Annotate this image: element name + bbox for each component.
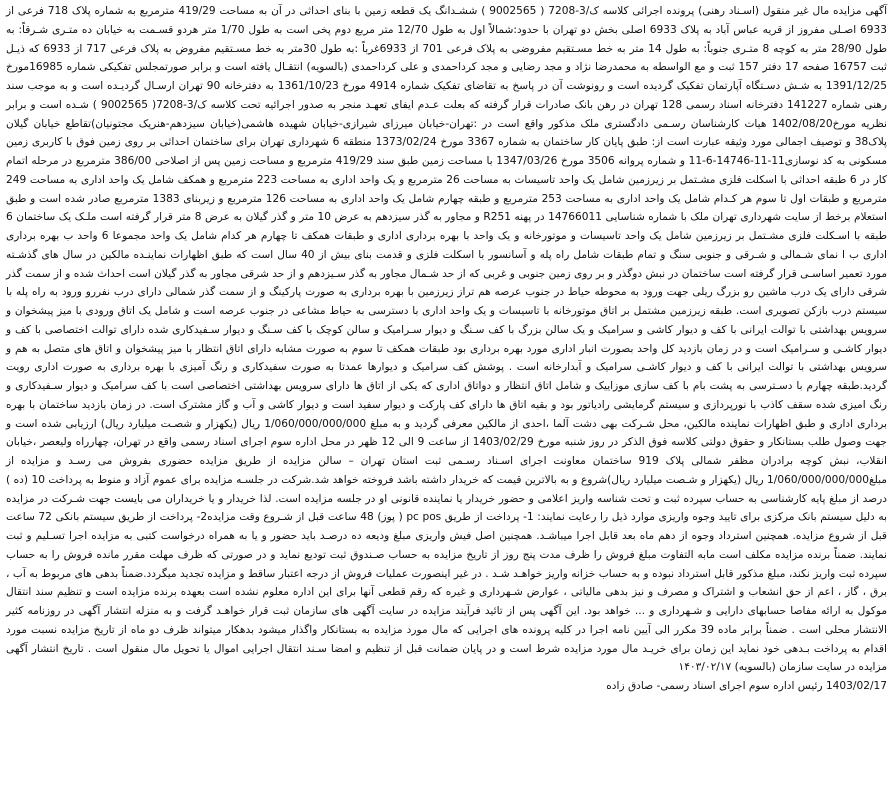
auction-notice-body: آگهی مزایده مال غیر منقول (اسـناد رهنی) پرونده اجرائی کلاسه ک/3-7208 ( 9002565 ) ششـدانگ یک قطعه زمین با بنای احداثی در آن به مساحت 419/29 مترمربع به شماره پلاک 718 فرعی از 6933 اصـلی مفروز از قریه عباس آباد به پلاک 6933 اصلی بخش دو تهران با حدود:شمالاً اول به طول 12/70 متر مربع دوم پخی است به طول 1/70 متر هردو قسـمت به خیابان ده متـری شـرقاً: به طول 28/90 متر به کوچه 8 متـری جنوباً: به طول 14 متر به خط مسـتقیم مفروضی به پلاک فرعی 701 از 6933غرباً :به طول 30متر به خط مسـتقیم مفروض به پلاک فرعی 717 از 6933 که ذیـل ثبت 16757 صفحه 17 دفتر 157 ثبت و مع الواسطه به محمدرضا نژاد و مجد رضایی و مجد کرداحمدی و علی کرداحمدی (بالسویه) انتقـال یافته است و برابر صورتمجلس تفکیکی شماره 16985مورخ 1391/12/25 به شـش دسـتگاه آپارتمان تفکیک گردیده است و رونوشت آن در پاسخ به تقاضای تفکیک شماره 4914 مورخ 1361/10/23 به دفترخانه 90 تهران ارسـال گردیـده است و به موجب سند رهنی شماره 141227 دفترخانه اسناد رسمی 128 تهران در رهن بانک صادرات قرار گرفته که بعلت عـدم ایفای تعهـد منجر به صدور اجرائیه تحت کلاسه ک/3-7208( 9002565 ) شـده است و برابر نظریه مورخ1402/08/20 هیات کارشناسان رسـمی دادگستری ملک مذکور واقع است در :تهران-خیابان میرزای شیرازی-خیابان شهیده هاشمی(خیابان سیزدهم-هنریک مجتونیان)تقاطع خیابان گیلان پلاک38 و توصیف اجمالی مورد وثیقه عبارت است از: طبق پایان کار ساختمان به شماره 3367 مورخ 1373/02/24 منطقه 6 شهرداری تهران برای ساختمان احداثی بر روی زمین فوق با کاربری زمین مسکونی به کد نوسازی11-11-14746-6-11 و شماره پروانه 3506 مورخ 1347/03/26 با مساحت زمین طبق سند 419/29 مترمربع و مساحت زمین پس از اصلاحی 386/00 مترمربع در مرحله اتمام کار در 6 طبقه احداثی با اسکلت فلزی مشـتمل بر زیرزمین شامل یک واحد تاسیسات به مساحت 26 مترمربع و یک واحد اداری به مساحت 223 مترمربع و همکف شامل یک واحد اداری به مساحت 249 مترمربع و طبقات اول تا سوم هر کـدام شامل یک واحد اداری به مساحت 253 مترمربع و طبقه چهارم شامل یک واحد اداری به مساحت 126 مترمربع و زیربنای 1383 مترمربع صادر شده است و طبق استعلام برخط از سایت شهرداری تهران ملک با شماره شناسایی 14766011 در پهنه R251 و مجاور به گذر سیزدهم به عرض 10 متر و گذر گیلان به عرض 8 متر قرار گرفته است ملـک یک ساختمان 6 طبقه با اسـکلت فلزی مشـتمل بر زیرزمین شامل یک واحد تاسیسات و موتورخانه و یک واحد با بهره برداری اداری و طبقات همکف تا چهارم هر کدام شامل یک واحد مجموعا 6 واحد ب بهره برداری اداری ب ا نمای شـمالی و شـرقی و جنوبی سنگ و تمام طبقات شامل راه پله و آسانسور با اسکلت فلزی و قدمت بنای بیش از 40 سال است که طبق اظهارات نماینـده مالکین در سال های گذشـته مورد تعمیر اساسـی قرار گرفته است ساختمان در نبش دوگذر و بر روی زمین جنوبی و غربی که از حد شـمال مجاور به گذر سـیزدهم و از حد شرقی مجاور به گذر گیلان است احداث شده و از سمت گذر شرقی دارای یک درب ماشین رو بزرگ ریلی جهت ورود به محوطه حیاط در جنوب عرصه هم تراز زیرزمین با بهره برداری به صورت پارکینگ و از سمت گذر شمالی دارای درب نفررو ورود به راه پله با سیستم درب بازکن تصویری است. طبقه زیرزمین مشتمل بر اتاق موتورخانه با تاسیسات و یک واحد اداری با دسترسی به حیاط مشاعی در جنوب عرصه است و شامل یک اتاق ورودی با میز پیشخوان و سرویس بهداشتی با توالت ایرانی با کف و دیوار کاشی و سرامیک و یک سالن بزرگ با کف سـنگ و دیوار سـرامیک و سالن کوچک با کف سـنگ و دیوار سـفیدکاری شده دارای توالت اختصاصی با کف و دیوار کاشـی و سـرامیک است و در زمان بازدید کل واحد بصورت انبار اداری مورد بهره برداری بود طبقات همکف تا سوم به صورت مشابه دارای اتاق انتظار با میز پیشخوان و اتاق های متصل به هم و سرویس بهداشتی با توالت ایرانی با کف و دیوار کاشـی سرامیک و آبدارخانه است . پوشش کف سرامیک و دیوارها عمدتا به صورت سفیدکاری و رنگ آمیزی با بهره برداری به صورت اداری رویت گردید.طبقه چهارم با دسـترسی به پشت بام با کف سازی موزاییک و شامل اتاق انتظار و دواتاق اداری که یکی از اتاق ها دارای سرویس بهداشتی اختصاصی است با کف سرامیک و دیوار سـفیدکاری و رنگ امیزی شده سقف کاذب با نورپردازی و سیستم گرمایشی رادیاتور بود و بقیه اتاق ها دارای کف پارکت و دیوار سفید است و دیوار کاشی و آب و گاز مشترک است. در زمان بازدید ساختمان با بهره برداری اداری و طبق اظهارات نماینده مالکین، محل شـرکت بهی دشت آلما ،احدی از مالکین معرفی گردید و به مبلغ 1/060/000/000/000 ریال (یکهزار و شصـت میلیارد ریال) ارزیابی شده است و جهت وصول طلب بستانکار و حقوق دولتی کلاسه فوق الذکر در روز شنبه مورخ 1403/02/29 از ساعت 9 الی 12 ظهر در محل اداره سوم اجرای اسناد رسمی واقع در تهران، چهارراه ولیعصر ،خیابان انقلاب، نبش کوچه برادران مظفر شمالی پلاک 919 ساختمان معاونت اجرای اسـناد رسـمی ثبت استان تهران – سالن مزایده از طریق مزایده حضوری بفروش می رسـد و مزایده از مبلغ1/060/000/000/000 ریال (یکهزار و شـصت میلیارد ریال)شروع و به بالاترین قیمت که خریدار داشته باشد فروخته خواهد شد.شرکت در جلسـه مزایده برای عموم آزاد و منوط به پرداخت 10 (ده ) درصد از مبلغ پایه کارشناسی به حساب سپرده ثبت و تحت شناسه واریز اعلامی و حضور خریدار یا نماینده قانونی او در جلسه مزایده است. لذا خریدار و یا خریداران می بایست جهت شـرکت در مزایده به دلیل سیستم بانک مرکزی برای تایید وجوه واریزی موارد ذیل را رعایت نمایند: 1- پرداخت از طریق pc pos ( پوز) 48 ساعت قبل از شـروع وقت مزایده2- پرداخت از طریق سیستم بانکی 72 ساعت قبل از شروع مزایده. همچنین استرداد وجوه از دهم ماه بعد قابل اجرا میباشـد. همچنین اصل فیش واریزی مبلغ ودیعه ده درصـد باید حضور و یا به همراه درخواست کتبی به مزایده اجرا تسـلیم و ثبت نمایند. ضمناً برنده مزایده مکلف است مابه التفاوت مبلغ فروش را ظرف مدت پنج روز از تاریخ مزایده به حساب صـندوق ثبت تودیع نماید و در صورتی که ظرف مهلت مقرر مانده فروش را به حساب سپرده ثبت واریز نکند، مبلغ مذکور قابل استرداد نبوده و به حساب خزانه واریز خواهـد شـد . در غیر اینصورت عملیات فروش از درجه اعتبار ساقط و مزایده تجدید میگردد.ضمناً بدهی های مربوط به آب ، برق ، گاز ، اعم از حق انشعاب و اشتراک و مصرف و نیز بدهی مالیاتی ، عوارض شـهرداری و غیره که رقم قطعی آنها برای این اداره معلوم نشده است بعهده برنده مزایده است و تنظیم سند انتقال موکول به ارائه مفاصا حسابهای دارایی و شـهرداری و ... خواهد بود. این آگهی پس از تائید فرآیند مزایده در سایت آگهی های سازمان ثبت قرار خواهـد گرفت و به منزله انتشار آگهی در روزنامه کثیر الانتشار محلی است . ضمناً برابر ماده 39 مکرر الی آیین نامه اجرا در کلیه پرونده های اجرایی که مال مورد مزایده به بستانکار واگذار میشود بدهکار میتواند ظرف دو ماه از تاریخ مزایده نسبت مورد اقدام به پرداخت بـدهی خود نماید این زمان برای خریـد مال مورد مزایده شرط است و در پایان ضمانت قبل از تنظیم و امضا سـند انتقال اجرایی اموال یا تحویل مال منقول است . تاریخ انتشار آگهی مزایده در سایت سازمان (بالسویه) ۱۴۰۳/۰۲/۱۷ (6, 5, 888, 674)
auction-notice-signature: 1403/02/17 رئیس اداره سوم اجرای اسناد رسمی- صادق زاده (606, 680, 887, 692)
